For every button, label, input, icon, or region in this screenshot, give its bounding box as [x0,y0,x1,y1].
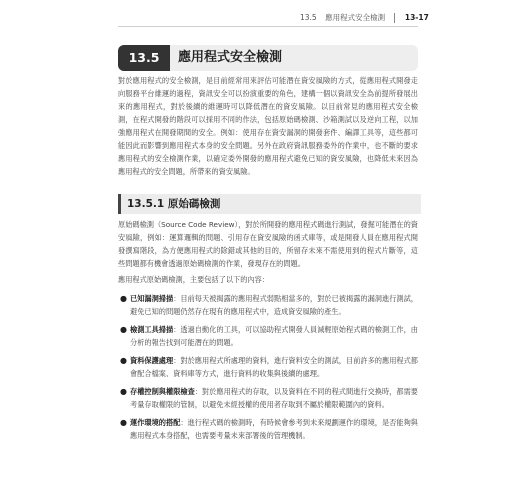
section-heading [118,45,418,71]
list-intro: 應用程式原始碼檢測，主要包括了以下的內容： [118,275,269,284]
running-header-divider [394,13,395,23]
source-code-paragraph: 原始碼檢測（Source Code Review），對於所開發的應用程式碼進行測試，發掘可能潛在的資安風險，例如：運算邏輯的問題、引用存在資安風險的函式庫等，或是開發人員在應用程式開發撰寫階段，為方便應用程式的除錯或其他的目的，所留存未來不需使用到的程式片斷等，這些問題都有機會透過原始碼檢測的作業，發現存在的問題。 [118,220,418,268]
list-item-term: 存權控制與權限檢查 [130,387,195,396]
subsection-heading [118,194,421,214]
page-number: 13-17 [404,13,429,22]
list-item-term: 資料保護處理 [130,356,174,365]
list-item [118,416,418,442]
subsection-title-text: 原始碼檢測 [167,198,221,210]
section-number: 13.5 [118,45,170,71]
intro-paragraph: 對於應用程式的安全檢測，是目前經常用來評估可能潛在資安風險的方式，從應用程式開發走向服務平台維運的過程，資訊安全可以扮演重要的角色，建構一個以資訊安全為前提所發展出來的應用程式，對於後續的維運時可以降低潛在的資安風險。以目前常見的應用程式安全檢測，在程式開發的階段可以採用不同的作法，包括原始碼檢測、沙箱測試以及逆向工程，以加強應用程式在開發期間的安全。例如：使用存在資安漏洞的開發套件、編譯工具等，這些都可能因此而影響到應用程式本身的安全問題。另外在政府資訊服務委外的作業中，也不斷的要求應用程式的安全檢測作業，以確定委外開發的應用程式避免已知的資安風險，也降低未來因為應用程式的安全問題，所帶來的資安風險。 [118,76,418,176]
bullet-icon: ● [120,325,127,334]
subsection-title [127,194,220,214]
running-header-section-title: 應用程式安全檢測 [325,13,386,22]
list-item-text: ：進行程式碼的檢測時，有時候會參考到未來規劃運作的環境，是否能夠與應用程式本身搭配，也需要考量未來部署後的管理機制。 [130,418,418,440]
subsection-number: 13.5.1 [127,198,165,210]
running-header [300,11,429,25]
bullet-icon: ● [120,387,127,396]
running-header-section-number: 13.5 [300,13,317,22]
header-rule [118,26,418,27]
list-item [118,323,418,349]
list-item-term: 檢測工具掃描 [130,325,174,334]
list-item-text: ：目前每天被揭露的應用程式弱點相當多的，對於已被揭露的漏洞進行測試，避免已知的問題仍然存在現有的應用程式中，造成資安風險的產生。 [130,294,418,316]
list-item-term: 已知漏洞掃描 [130,294,174,303]
bullet-list [118,292,418,447]
section-title: 應用程式安全檢測 [178,50,283,65]
list-item-text: ：透過自動化的工具，可以協助程式開發人員減輕原始程式碼的檢測工作，由分析的報告找到可能潛在的問題。 [130,325,418,347]
bullet-icon: ● [120,356,127,365]
list-item [118,385,418,411]
list-item-term: 運作環境的搭配 [130,418,181,427]
bullet-icon: ● [120,294,127,303]
list-item [118,292,418,318]
list-item [118,354,418,380]
bullet-icon: ● [120,418,127,427]
list-item-text: ：對於應用程式所處理的資料，進行資料安全的測試，目前許多的應用程式都會配合檔案、資料庫等方式，進行資料的收集與後續的處理。 [130,356,418,378]
list-item-text: ：對於應用程式的存取，以及資料在不同的程式間進行交換時，都需要考量存取權限的管制，以避免未經授權的使用者存取到不屬於權限範圍內的資料。 [130,387,418,409]
